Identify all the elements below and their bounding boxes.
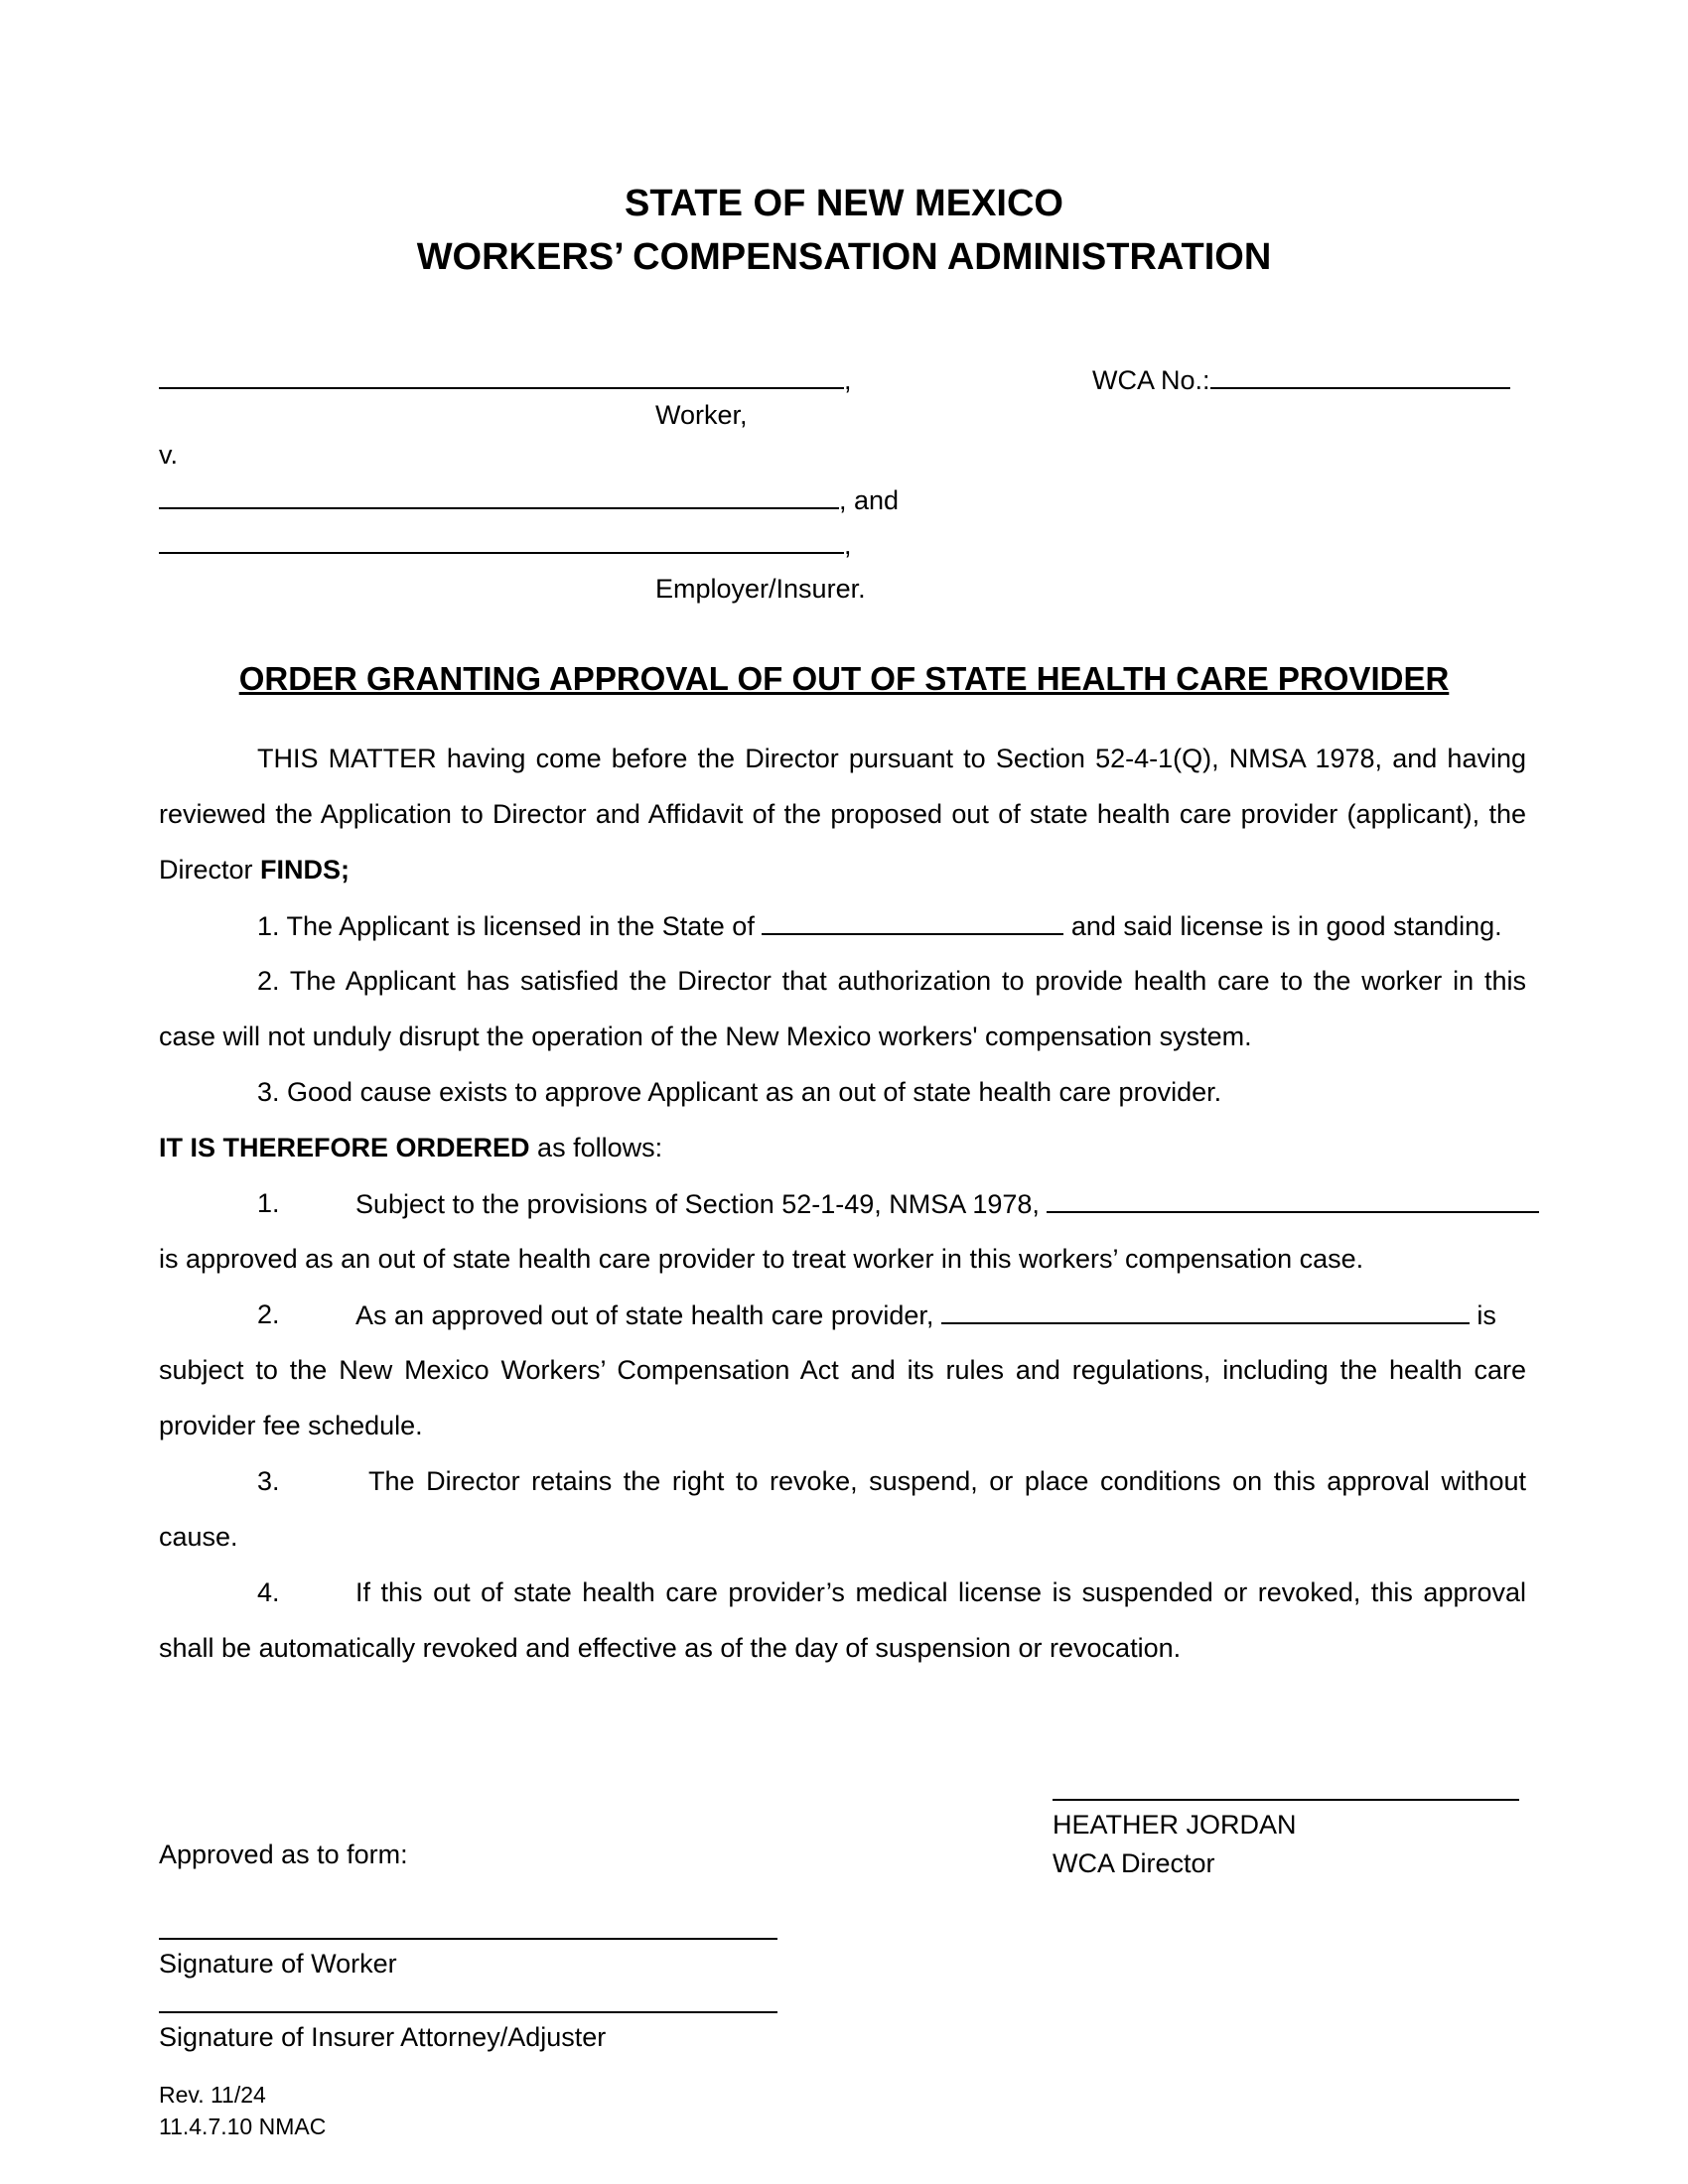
employer-insurer-label: Employer/Insurer. [655, 574, 866, 604]
header-line-2: WORKERS’ COMPENSATION ADMINISTRATION [416, 236, 1272, 278]
provider-name-blank-2[interactable] [941, 1298, 1470, 1324]
worker-trailer: , [844, 365, 852, 395]
worker-name-line[interactable] [159, 363, 852, 396]
employer-name-line[interactable] [159, 483, 899, 516]
header-line-1: STATE OF NEW MEXICO [625, 183, 1063, 224]
license-state-blank[interactable] [762, 909, 1063, 935]
director-name: HEATHER JORDAN [1053, 1810, 1297, 1840]
revision-label: Rev. 11/24 [159, 2082, 266, 2108]
order-1-line-2: is approved as an out of state health care provider to treat worker in this workers’ compensation case. [159, 1244, 1364, 1274]
employer-name-blank[interactable] [159, 483, 839, 509]
wca-number-blank[interactable] [1210, 363, 1510, 389]
intro-line-1: THIS MATTER having come before the Director pursuant to Section 52-4-1(Q), NMSA 1978, and having [257, 744, 1526, 773]
order-2-line-2: subject to the New Mexico Workers’ Compensation Act and its rules and regulations, including the health care [159, 1355, 1526, 1385]
order-1-text: Subject to the provisions of Section 52-1-49, NMSA 1978, [355, 1187, 1539, 1220]
finding-3: 3. Good cause exists to approve Applicant as an out of state health care provider. [257, 1077, 1222, 1107]
order-3-line-2: cause. [159, 1522, 238, 1552]
order-3-text: The Director retains the right to revoke, suspend, or place conditions on this approval without [368, 1466, 1526, 1496]
order-1-number: 1. [257, 1188, 280, 1218]
worker-signature-line[interactable] [159, 1938, 777, 1940]
order-3-number: 3. [257, 1466, 280, 1496]
intro-paragraph [159, 743, 1526, 774]
order-4-line-2: shall be automatically revoked and effective as of the day of suspension or revocation. [159, 1633, 1182, 1663]
director-title: WCA Director [1053, 1848, 1215, 1878]
finding-2-line-2: case will not unduly disrupt the operation of the New Mexico workers' compensation system. [159, 1022, 1252, 1051]
wca-number-field[interactable] [1092, 363, 1510, 396]
insurer-name-line[interactable] [159, 528, 852, 561]
order-2-text: As an approved out of state health care provider, is [355, 1300, 1496, 1330]
worker-signature-label: Signature of Worker [159, 1949, 397, 1979]
wca-label: WCA No.: [1092, 365, 1210, 395]
insurer-trailer: , [844, 530, 852, 560]
provider-name-blank-1[interactable] [1047, 1187, 1539, 1213]
finds-heading: FINDS; [260, 855, 351, 885]
intro-line-3: Director FINDS; [159, 855, 351, 885]
insurer-name-blank[interactable] [159, 528, 844, 554]
versus-label: v. [159, 440, 178, 470]
finding-2-line-1: 2. The Applicant has satisfied the Director that authorization to provide health care to the worker in this [257, 966, 1526, 996]
worker-name-blank[interactable] [159, 363, 844, 389]
intro-line-2: reviewed the Application to Director and Affidavit of the proposed out of state health care provider (applicant), the [159, 799, 1526, 829]
approved-label: Approved as to form: [159, 1840, 408, 1869]
order-title: ORDER GRANTING APPROVAL OF OUT OF STATE HEALTH CARE PROVIDER [238, 660, 1450, 697]
order-4-text: If this out of state health care provider’s medical license is suspended or revoked, this approval [355, 1577, 1526, 1607]
order-4-number: 4. [257, 1577, 280, 1607]
director-signature-line[interactable] [1053, 1799, 1519, 1801]
employer-trailer: , and [839, 485, 900, 515]
order-2-number: 2. [257, 1299, 280, 1329]
insurer-signature-label: Signature of Insurer Attorney/Adjuster [159, 2022, 607, 2052]
insurer-signature-line[interactable] [159, 2011, 777, 2013]
order-2-line-3: provider fee schedule. [159, 1411, 423, 1440]
finding-1: 1. The Applicant is licensed in the State of and said license is in good standing. [257, 911, 1502, 941]
nmac-citation: 11.4.7.10 NMAC [159, 2114, 327, 2139]
worker-label: Worker, [655, 400, 748, 430]
ordered-heading: IT IS THEREFORE ORDERED as follows: [159, 1133, 663, 1162]
